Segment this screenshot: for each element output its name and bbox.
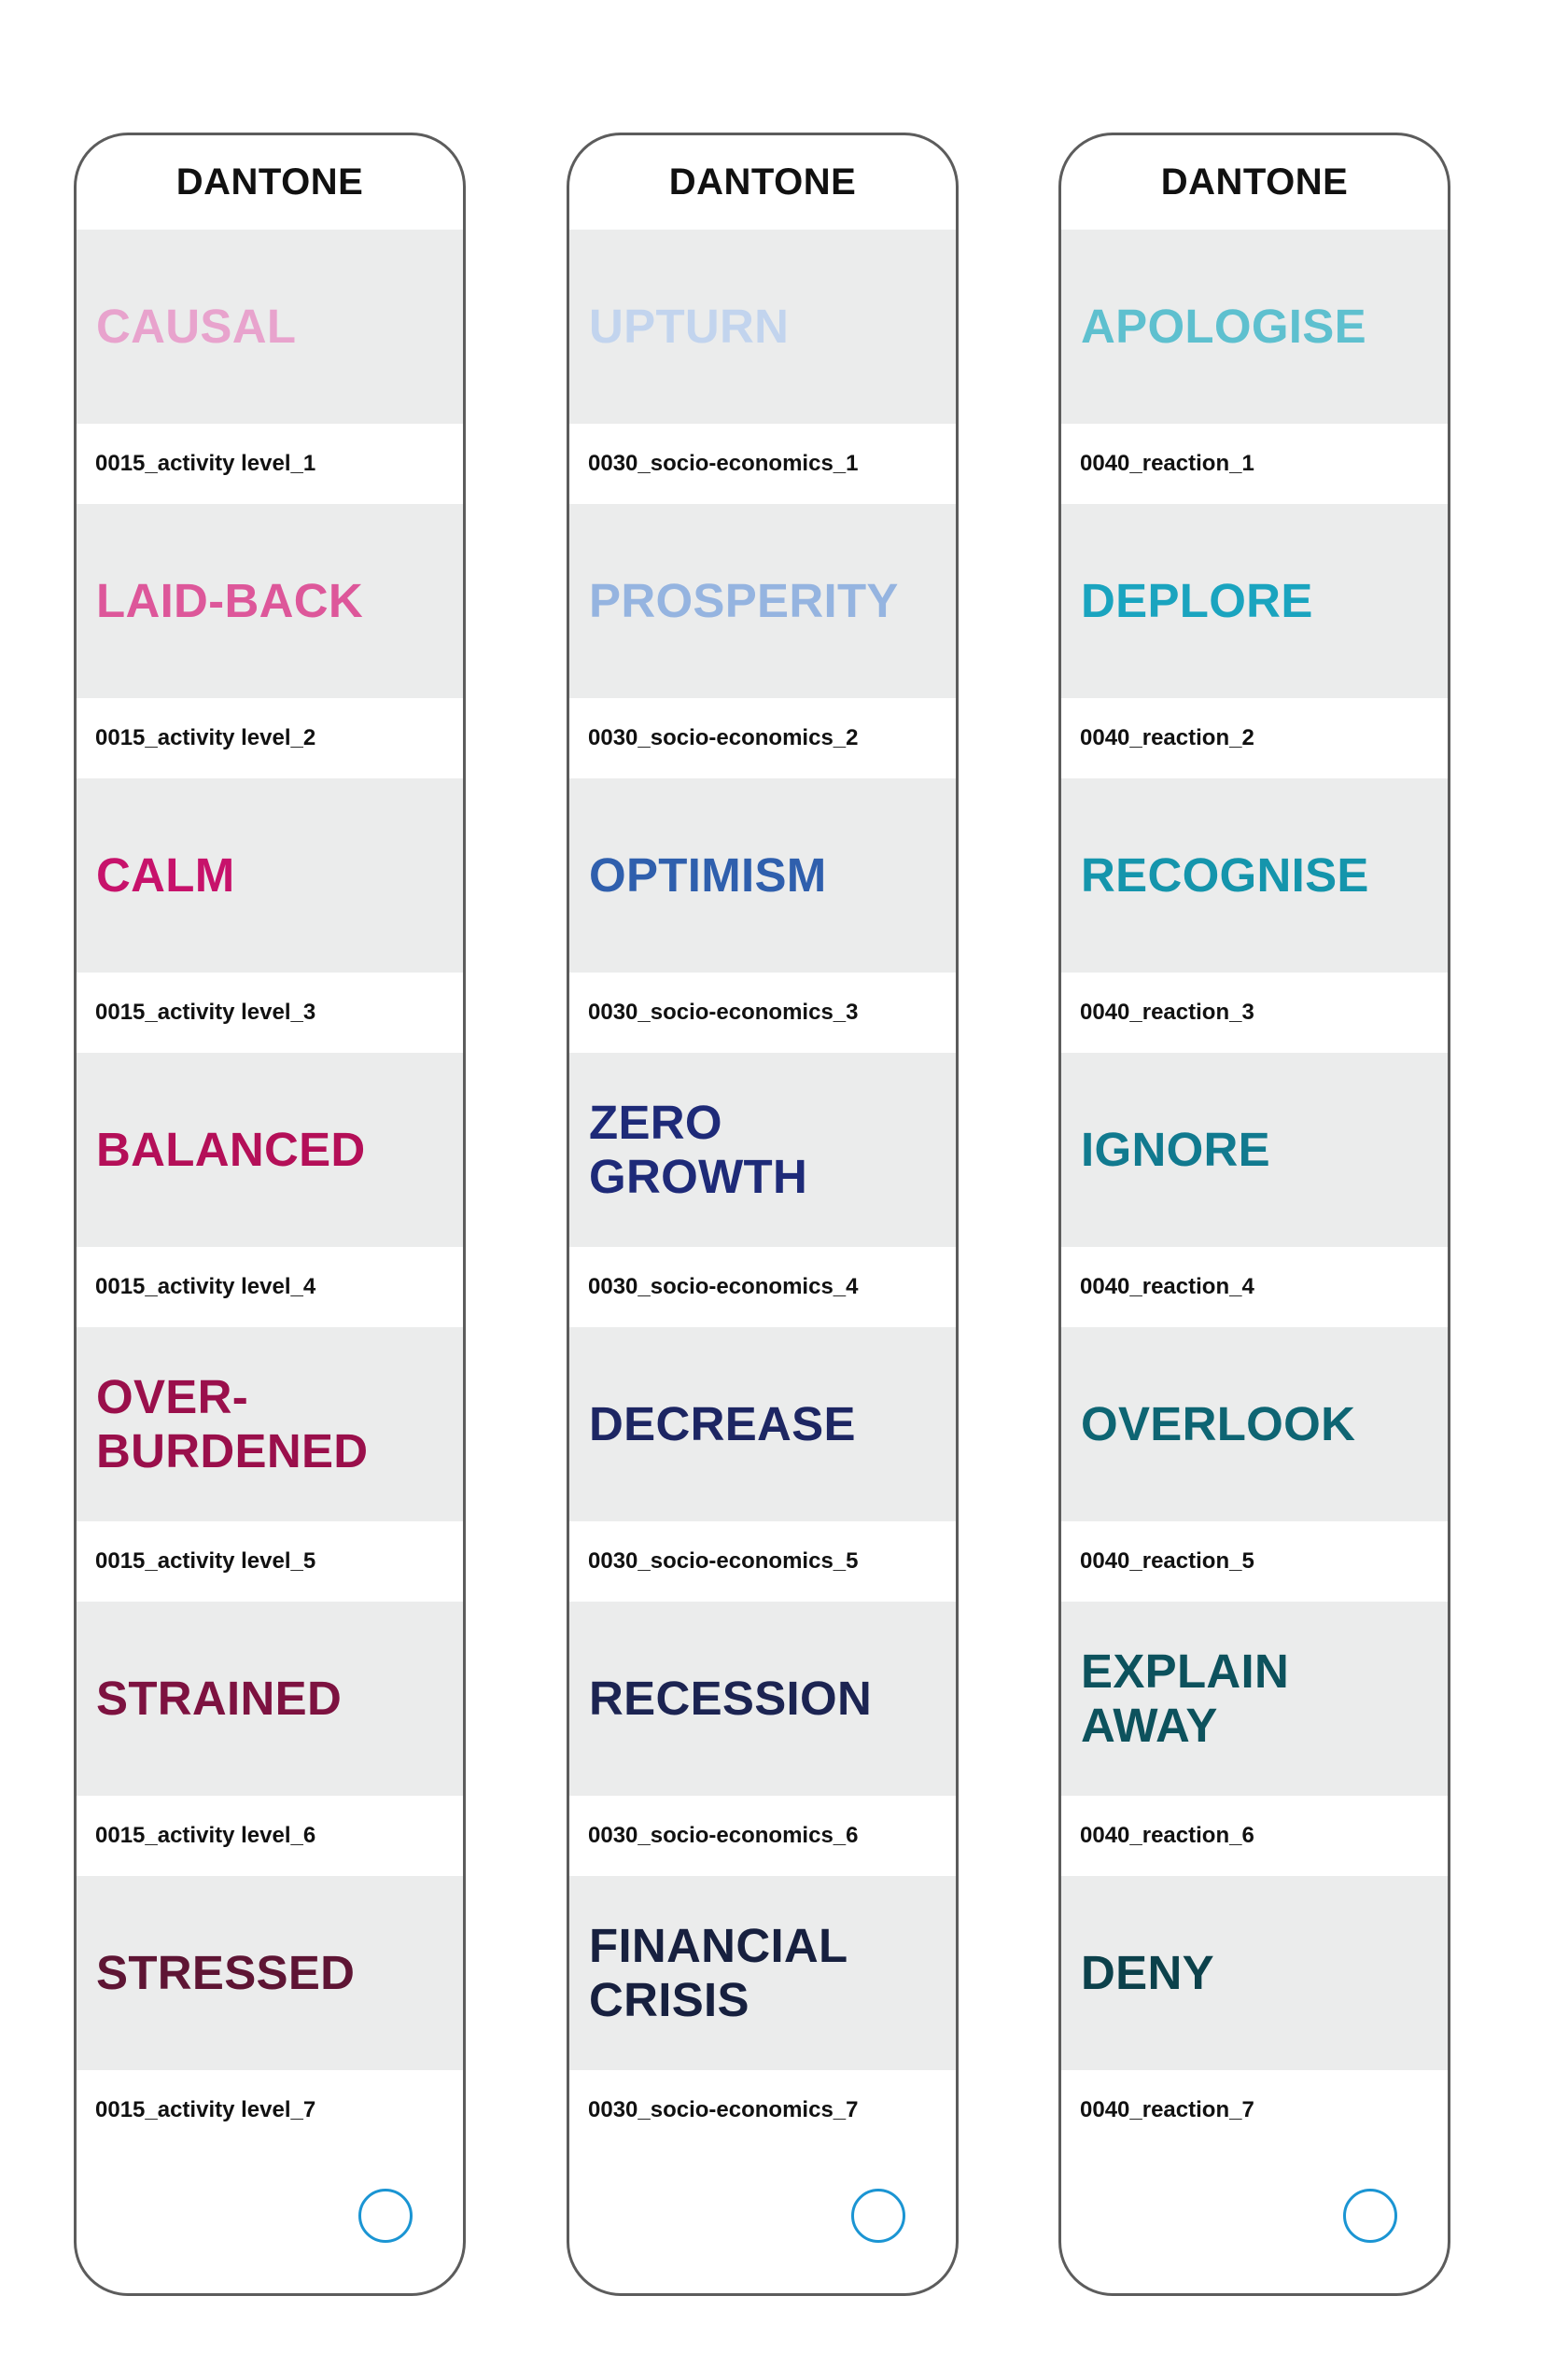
swatch-code: 0040_reaction_7: [1080, 2097, 1254, 2122]
swatch-word: OVER- BURDENED: [96, 1370, 369, 1477]
strip-brand-label: DANTONE: [668, 161, 857, 203]
color-strip-socio-economics: [567, 133, 959, 2296]
color-swatch: [77, 778, 463, 973]
swatch-code: 0015_activity level_2: [95, 725, 316, 750]
color-swatch-item[interactable]: [77, 1876, 463, 2150]
color-swatch-item[interactable]: [1061, 230, 1448, 504]
color-swatch: [1061, 1053, 1448, 1247]
swatch-word: ZERO GROWTH: [589, 1096, 808, 1203]
swatch-code: 0040_reaction_4: [1080, 1274, 1254, 1299]
swatch-code: 0030_socio-economics_7: [588, 2097, 859, 2122]
swatch-word: BALANCED: [96, 1123, 366, 1176]
swatch-code: 0015_activity level_4: [95, 1274, 316, 1299]
color-strip-reaction: [1058, 133, 1450, 2296]
color-swatch: [77, 1876, 463, 2070]
color-swatch-item[interactable]: [1061, 1602, 1448, 1876]
color-swatch: [77, 1053, 463, 1247]
swatch-word: EXPLAIN AWAY: [1081, 1645, 1290, 1752]
color-swatch: [569, 1602, 956, 1796]
swatch-word: LAID-BACK: [96, 574, 363, 627]
swatch-word: OPTIMISM: [589, 848, 827, 902]
color-swatch-item[interactable]: [77, 230, 463, 504]
swatch-word: UPTURN: [589, 300, 790, 353]
strip-items: [1061, 230, 1448, 2150]
strip-items: [77, 230, 463, 2150]
color-swatch: [569, 230, 956, 424]
swatch-word: CAUSAL: [96, 300, 297, 353]
strip-brand-label: DANTONE: [175, 161, 364, 203]
color-swatch: [1061, 230, 1448, 424]
color-swatch-item[interactable]: [77, 1053, 463, 1327]
swatch-code: 0030_socio-economics_5: [588, 1548, 859, 1574]
color-swatch-item[interactable]: [1061, 1327, 1448, 1602]
color-swatch-item[interactable]: [1061, 1053, 1448, 1327]
swatch-code: 0015_activity level_7: [95, 2097, 316, 2122]
swatch-word: RECOGNISE: [1081, 848, 1369, 902]
color-strip-activity-level: [74, 133, 466, 2296]
swatch-word: STRAINED: [96, 1672, 343, 1725]
select-circle-button[interactable]: [358, 2189, 413, 2243]
color-swatch: [1061, 504, 1448, 698]
strip-brand-label: DANTONE: [1160, 161, 1349, 203]
swatch-code: 0015_activity level_1: [95, 451, 316, 476]
swatch-code: 0040_reaction_1: [1080, 451, 1254, 476]
color-swatch: [569, 504, 956, 698]
color-swatch: [1061, 1876, 1448, 2070]
swatch-code: 0040_reaction_5: [1080, 1548, 1254, 1574]
swatch-word: CALM: [96, 848, 235, 902]
color-swatch-item[interactable]: [1061, 1876, 1448, 2150]
swatch-word: DECREASE: [589, 1397, 856, 1450]
color-swatch-item[interactable]: [569, 1327, 956, 1602]
color-swatch-item[interactable]: [77, 1602, 463, 1876]
swatch-code: 0030_socio-economics_2: [588, 725, 859, 750]
swatch-code: 0015_activity level_5: [95, 1548, 316, 1574]
color-swatch: [77, 504, 463, 698]
swatch-word: DENY: [1081, 1946, 1214, 1999]
swatch-code: 0040_reaction_3: [1080, 1000, 1254, 1025]
swatch-code: 0040_reaction_6: [1080, 1823, 1254, 1848]
color-swatch: [1061, 1602, 1448, 1796]
swatch-word: IGNORE: [1081, 1123, 1270, 1176]
swatch-word: APOLOGISE: [1081, 300, 1366, 353]
swatch-code: 0030_socio-economics_3: [588, 1000, 859, 1025]
color-swatch: [77, 1327, 463, 1521]
color-swatch-item[interactable]: [569, 778, 956, 1053]
swatch-code: 0015_activity level_6: [95, 1823, 316, 1848]
color-swatch: [569, 1053, 956, 1247]
swatch-code: 0015_activity level_3: [95, 1000, 316, 1025]
color-swatch-item[interactable]: [569, 1876, 956, 2150]
color-swatch: [569, 778, 956, 973]
color-swatch: [569, 1327, 956, 1521]
color-swatch-item[interactable]: [1061, 778, 1448, 1053]
swatch-word: RECESSION: [589, 1672, 873, 1725]
select-circle-button[interactable]: [851, 2189, 905, 2243]
color-swatch-item[interactable]: [77, 504, 463, 778]
swatch-code: 0030_socio-economics_4: [588, 1274, 859, 1299]
color-swatch-item[interactable]: [569, 1053, 956, 1327]
swatch-code: 0030_socio-economics_6: [588, 1823, 859, 1848]
color-swatch: [1061, 778, 1448, 973]
swatch-word: DEPLORE: [1081, 574, 1313, 627]
color-swatch: [1061, 1327, 1448, 1521]
color-swatch-item[interactable]: [569, 230, 956, 504]
color-swatch: [77, 1602, 463, 1796]
color-swatch-item[interactable]: [569, 504, 956, 778]
swatch-word: FINANCIAL CRISIS: [589, 1919, 848, 2026]
color-swatch: [77, 230, 463, 424]
color-swatch: [569, 1876, 956, 2070]
swatch-word: STRESSED: [96, 1946, 356, 1999]
swatch-code: 0030_socio-economics_1: [588, 451, 859, 476]
color-swatch-item[interactable]: [77, 778, 463, 1053]
select-circle-button[interactable]: [1343, 2189, 1397, 2243]
swatch-code: 0040_reaction_2: [1080, 725, 1254, 750]
color-swatch-item[interactable]: [569, 1602, 956, 1876]
swatch-word: PROSPERITY: [589, 574, 899, 627]
color-swatch-item[interactable]: [77, 1327, 463, 1602]
swatch-word: OVERLOOK: [1081, 1397, 1356, 1450]
color-swatch-item[interactable]: [1061, 504, 1448, 778]
strip-items: [569, 230, 956, 2150]
